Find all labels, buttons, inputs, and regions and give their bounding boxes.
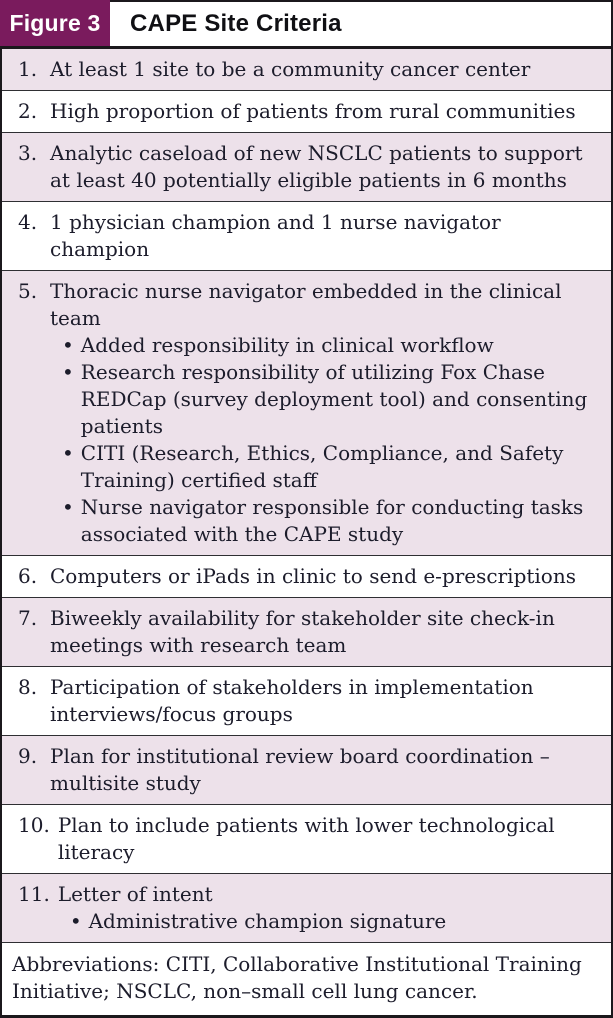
item-number: 4.	[18, 210, 38, 234]
item-text: Biweekly availability for stakeholder site check-in meetings with research team	[50, 606, 555, 657]
bullet-item	[50, 440, 597, 494]
item-number: 6.	[18, 564, 38, 588]
item-number: 1.	[18, 57, 38, 81]
bullet-icon: •	[62, 333, 74, 357]
criteria-row	[2, 805, 611, 874]
bullet-text: Administrative champion signature	[88, 909, 447, 933]
bullet-item	[50, 359, 597, 440]
criteria-row	[2, 874, 611, 943]
figure-header	[2, 0, 611, 49]
bullet-item	[50, 332, 597, 359]
criteria-row	[2, 202, 611, 271]
criteria-list	[2, 49, 611, 943]
item-number: 8.	[18, 675, 38, 699]
item-text: Participation of stakeholders in implementation interviews/focus groups	[50, 675, 534, 726]
criteria-row	[2, 271, 611, 556]
item-number: 2.	[18, 99, 38, 123]
bullet-icon: •	[62, 495, 74, 519]
criteria-row	[2, 667, 611, 736]
item-number: 3.	[18, 141, 38, 165]
bullet-text: Research responsibility of utilizing Fox Chase REDCap (survey deployment tool) and consenting patients	[80, 360, 588, 438]
bullet-text: Nurse navigator responsible for conducting tasks associated with the CAPE study	[80, 495, 584, 546]
bullet-icon: •	[62, 441, 74, 465]
item-text: Plan to include patients with lower technological literacy	[57, 813, 555, 864]
figure-title: CAPE Site Criteria	[130, 10, 342, 37]
bullet-icon: •	[69, 909, 82, 933]
bullet-text: Added responsibility in clinical workflow	[80, 333, 494, 357]
item-text: Thoracic nurse navigator embedded in the clinical team	[50, 279, 562, 330]
abbreviations-footnote: Abbreviations: CITI, Collaborative Institutional Training Initiative; NSCLC, non–small cell lung cancer.	[2, 943, 611, 1015]
criteria-row	[2, 91, 611, 133]
item-text: At least 1 site to be a community cancer center	[50, 57, 531, 81]
item-text: Analytic caseload of new NSCLC patients to support at least 40 potentially eligible patients in 6 months	[50, 141, 583, 192]
item-text: Plan for institutional review board coordination – multisite study	[50, 744, 550, 795]
criteria-row	[2, 556, 611, 598]
criteria-row	[2, 736, 611, 805]
item-number: 7.	[18, 606, 38, 630]
bullet-item	[58, 908, 597, 935]
item-text: 1 physician champion and 1 nurse navigator champion	[50, 210, 501, 261]
bullet-text: CITI (Research, Ethics, Compliance, and Safety Training) certified staff	[80, 441, 564, 492]
item-text: Letter of intent	[57, 882, 213, 906]
item-number: 11.	[18, 882, 50, 906]
criteria-row	[2, 598, 611, 667]
bullet-icon: •	[62, 360, 74, 384]
figure-number-label: Figure 3	[0, 0, 110, 46]
item-text: Computers or iPads in clinic to send e-prescriptions	[50, 564, 576, 588]
item-number: 10.	[18, 813, 50, 837]
item-number: 9.	[18, 744, 38, 768]
criteria-row	[2, 49, 611, 91]
item-text: High proportion of patients from rural communities	[50, 99, 576, 123]
criteria-row	[2, 133, 611, 202]
item-number: 5.	[18, 279, 38, 303]
bullet-item	[50, 494, 597, 548]
